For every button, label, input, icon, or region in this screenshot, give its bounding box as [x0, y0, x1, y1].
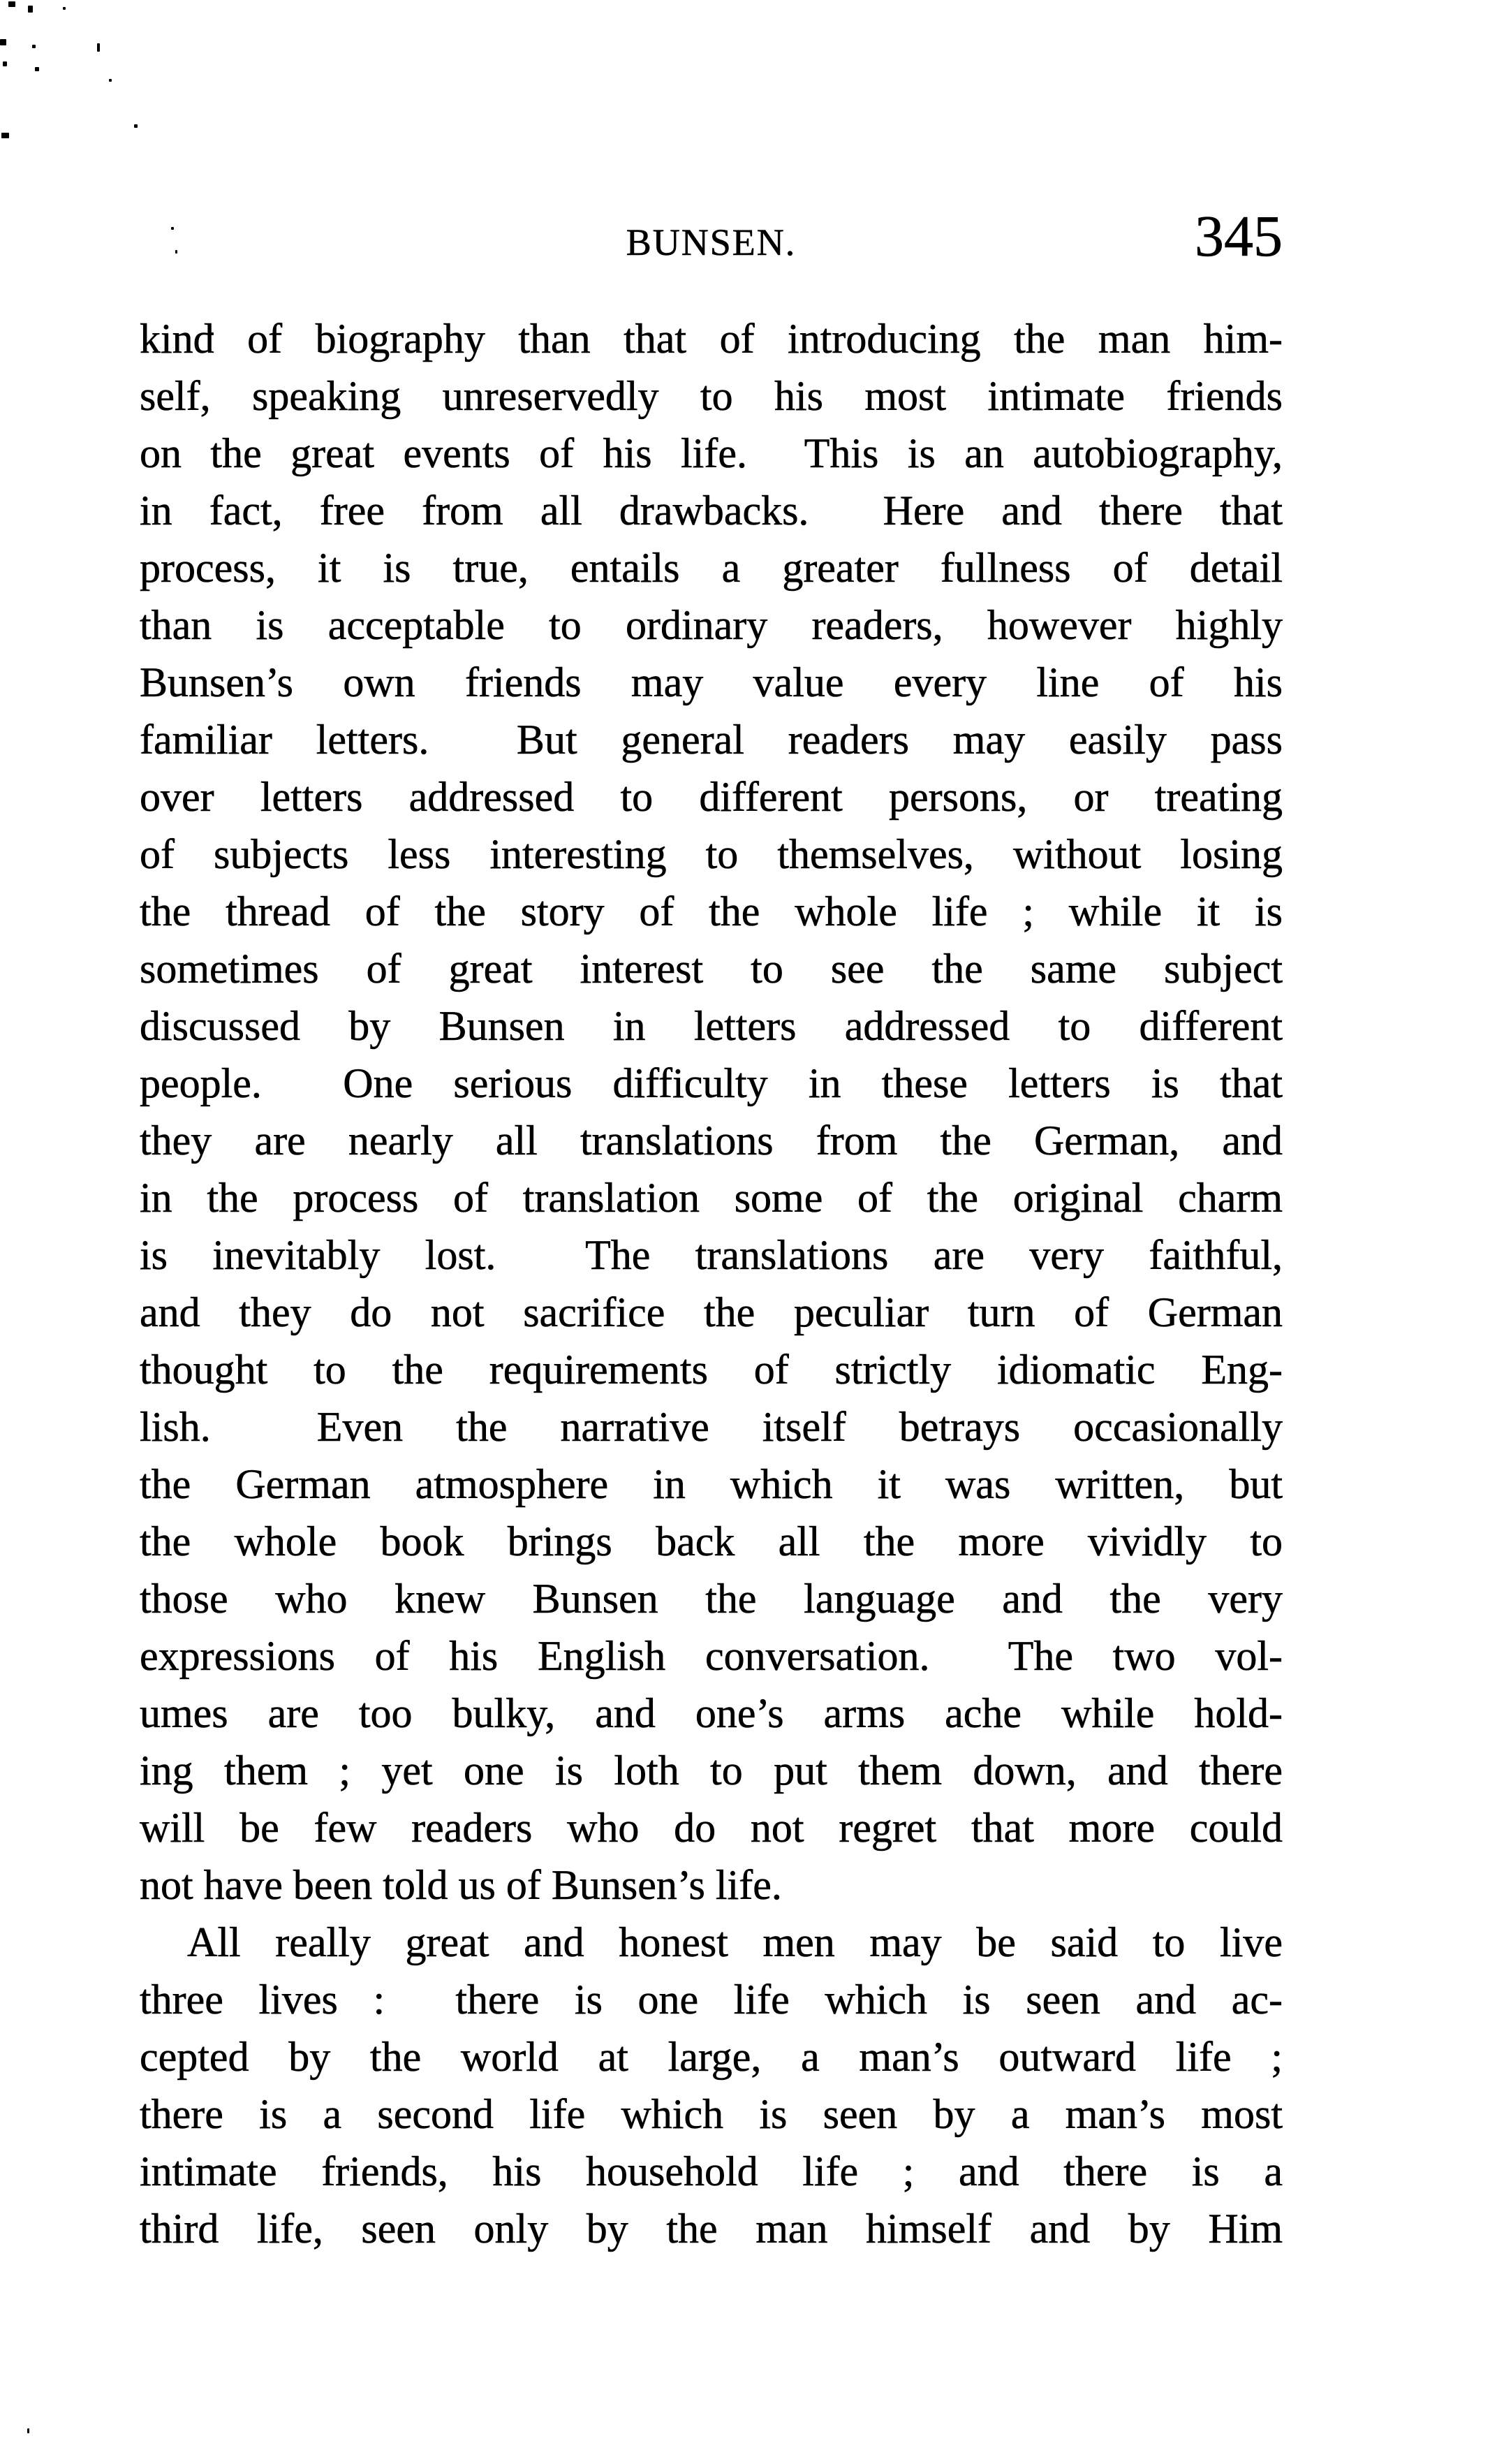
text-line: is inevitably lost. The translations are very faithful,	[140, 1232, 1283, 1278]
scan-speckle	[1, 133, 9, 138]
text-line: the thread of the story of the whole life ; while it is	[140, 888, 1283, 934]
text-line: intimate friends, his household life ; and there is a	[140, 2148, 1283, 2194]
text-line: those who knew Bunsen the language and the very	[140, 1576, 1283, 1622]
text-line: not have been told us of Bunsen’s life.	[140, 1862, 782, 1908]
text-line: three lives : there is one life which is seen and ac-	[140, 1977, 1283, 2023]
text-line: in the process of translation some of the original charm	[140, 1175, 1283, 1221]
text-line: kind of biography than that of introducing the man him-	[140, 316, 1283, 362]
text-line: Bunsen’s own friends may value every line of his	[140, 659, 1283, 705]
text-line: sometimes of great interest to see the same subject	[140, 946, 1283, 992]
page-body	[140, 310, 1283, 2257]
text-line: ing them ; yet one is loth to put them down, and there	[140, 1747, 1283, 1794]
text-line: discussed by Bunsen in letters addressed to different	[140, 1003, 1283, 1049]
scan-speckle	[109, 79, 112, 82]
scan-speckle	[8, 1, 15, 7]
paragraph	[140, 310, 1283, 1914]
text-line: self, speaking unreservedly to his most intimate friends	[140, 373, 1283, 419]
text-line: lish. Even the narrative itself betrays occasionally	[140, 1404, 1283, 1450]
text-line: the German atmosphere in which it was written, but	[140, 1461, 1283, 1507]
scan-speckle	[0, 39, 6, 45]
text-line: expressions of his English conversation. The two vol-	[140, 1633, 1283, 1679]
text-line: of subjects less interesting to themselves, without losing	[140, 831, 1283, 877]
scan-speckle	[97, 43, 100, 52]
page-number: 345	[1195, 204, 1283, 269]
scan-speckle	[27, 2428, 29, 2433]
text-line: on the great events of his life. This is an autobiography,	[140, 430, 1283, 476]
text-line: they are nearly all translations from the German, and	[140, 1117, 1283, 1164]
paragraph	[140, 1914, 1283, 2257]
text-line: people. One serious difficulty in these letters is that	[140, 1060, 1283, 1106]
text-line: thought to the requirements of strictly idiomatic Eng-	[140, 1347, 1283, 1393]
text-line: third life, seen only by the man himself and by Him	[140, 2206, 1283, 2252]
text-line: process, it is true, entails a greater fullness of detail	[140, 545, 1283, 591]
text-line: the whole book brings back all the more vividly to	[140, 1518, 1283, 1564]
text-line: in fact, free from all drawbacks. Here and there that	[140, 487, 1283, 534]
scan-speckle	[63, 7, 66, 10]
text-line: umes are too bulky, and one’s arms ache while hold-	[140, 1690, 1283, 1736]
scan-speckle	[3, 61, 7, 66]
text-line: than is acceptable to ordinary readers, however highly	[140, 602, 1283, 648]
scan-speckle	[28, 6, 33, 13]
text-line: will be few readers who do not regret that more could	[140, 1805, 1283, 1851]
running-title: BUNSEN.	[626, 221, 797, 263]
scan-speckle	[134, 124, 138, 128]
text-line: and they do not sacrifice the peculiar turn of German	[140, 1289, 1283, 1335]
text-line: cepted by the world at large, a man’s outward life ;	[140, 2034, 1283, 2080]
text-line: familiar letters. But general readers may easily pass	[140, 717, 1283, 763]
text-line: All really great and honest men may be said to live	[187, 1919, 1283, 1965]
text-line: over letters addressed to different persons, or treating	[140, 774, 1283, 820]
text-line: there is a second life which is seen by a man’s most	[140, 2091, 1283, 2137]
scan-speckle	[35, 67, 39, 71]
scan-speckle	[32, 45, 36, 48]
